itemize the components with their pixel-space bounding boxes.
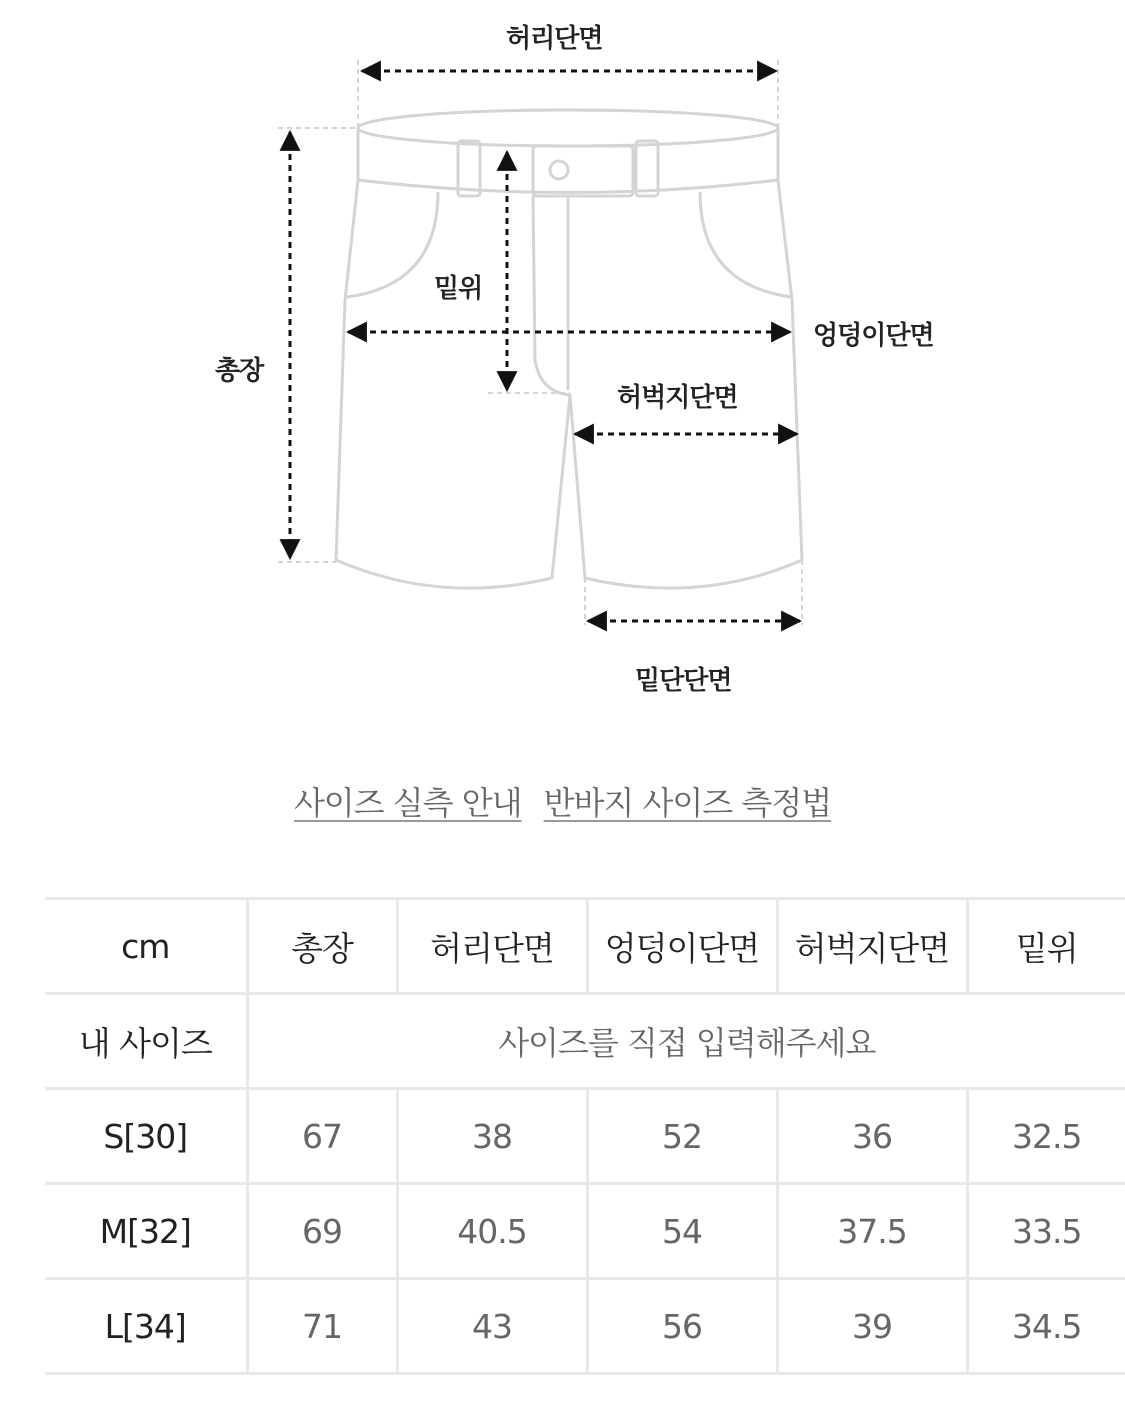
header-thigh: 허벅지단면: [777, 899, 967, 994]
my-size-input[interactable]: 사이즈를 직접 입력해주세요: [247, 994, 1125, 1089]
hem-label: 밑단단면: [635, 666, 732, 696]
value-cell: 43: [397, 1279, 587, 1374]
table-row: [45, 1279, 1125, 1374]
header-total-length: 총장: [247, 899, 397, 994]
value-cell: 37.5: [777, 1184, 967, 1279]
thigh-label: 허벅지단면: [617, 383, 738, 413]
size-name: L[34]: [45, 1279, 247, 1374]
measurement-arrows: [290, 71, 800, 621]
my-size-label: 내 사이즈: [45, 994, 247, 1089]
value-cell: 38: [397, 1089, 587, 1184]
value-cell: 33.5: [967, 1184, 1125, 1279]
header-waist: 허리단면: [397, 899, 587, 994]
measure-method-link[interactable]: 반바지 사이즈 측정법: [543, 784, 832, 822]
header-hip: 엉덩이단면: [587, 899, 777, 994]
table-row: [45, 1184, 1125, 1279]
table-row: [45, 1089, 1125, 1184]
hip-label: 엉덩이단면: [813, 321, 934, 351]
value-cell: 40.5: [397, 1184, 587, 1279]
value-cell: 54: [587, 1184, 777, 1279]
header-rise: 밑위: [967, 899, 1125, 994]
value-cell: 52: [587, 1089, 777, 1184]
shorts-outline: [336, 110, 802, 588]
size-name: M[32]: [45, 1184, 247, 1279]
value-cell: 34.5: [967, 1279, 1125, 1374]
size-guide-link[interactable]: 사이즈 실측 안내: [293, 784, 522, 822]
size-name: S[30]: [45, 1089, 247, 1184]
value-cell: 71: [247, 1279, 397, 1374]
header-unit: cm: [45, 899, 247, 994]
size-links: [0, 778, 1125, 828]
my-size-row: [45, 994, 1125, 1089]
value-cell: 36: [777, 1089, 967, 1184]
table-header-row: [45, 899, 1125, 994]
size-table: [45, 897, 1125, 1375]
total-length-label: 총장: [215, 356, 264, 386]
value-cell: 69: [247, 1184, 397, 1279]
value-cell: 67: [247, 1089, 397, 1184]
rise-label: 밑위: [434, 274, 483, 304]
waist-label: 허리단면: [506, 24, 603, 54]
value-cell: 39: [777, 1279, 967, 1374]
value-cell: 56: [587, 1279, 777, 1374]
value-cell: 32.5: [967, 1089, 1125, 1184]
